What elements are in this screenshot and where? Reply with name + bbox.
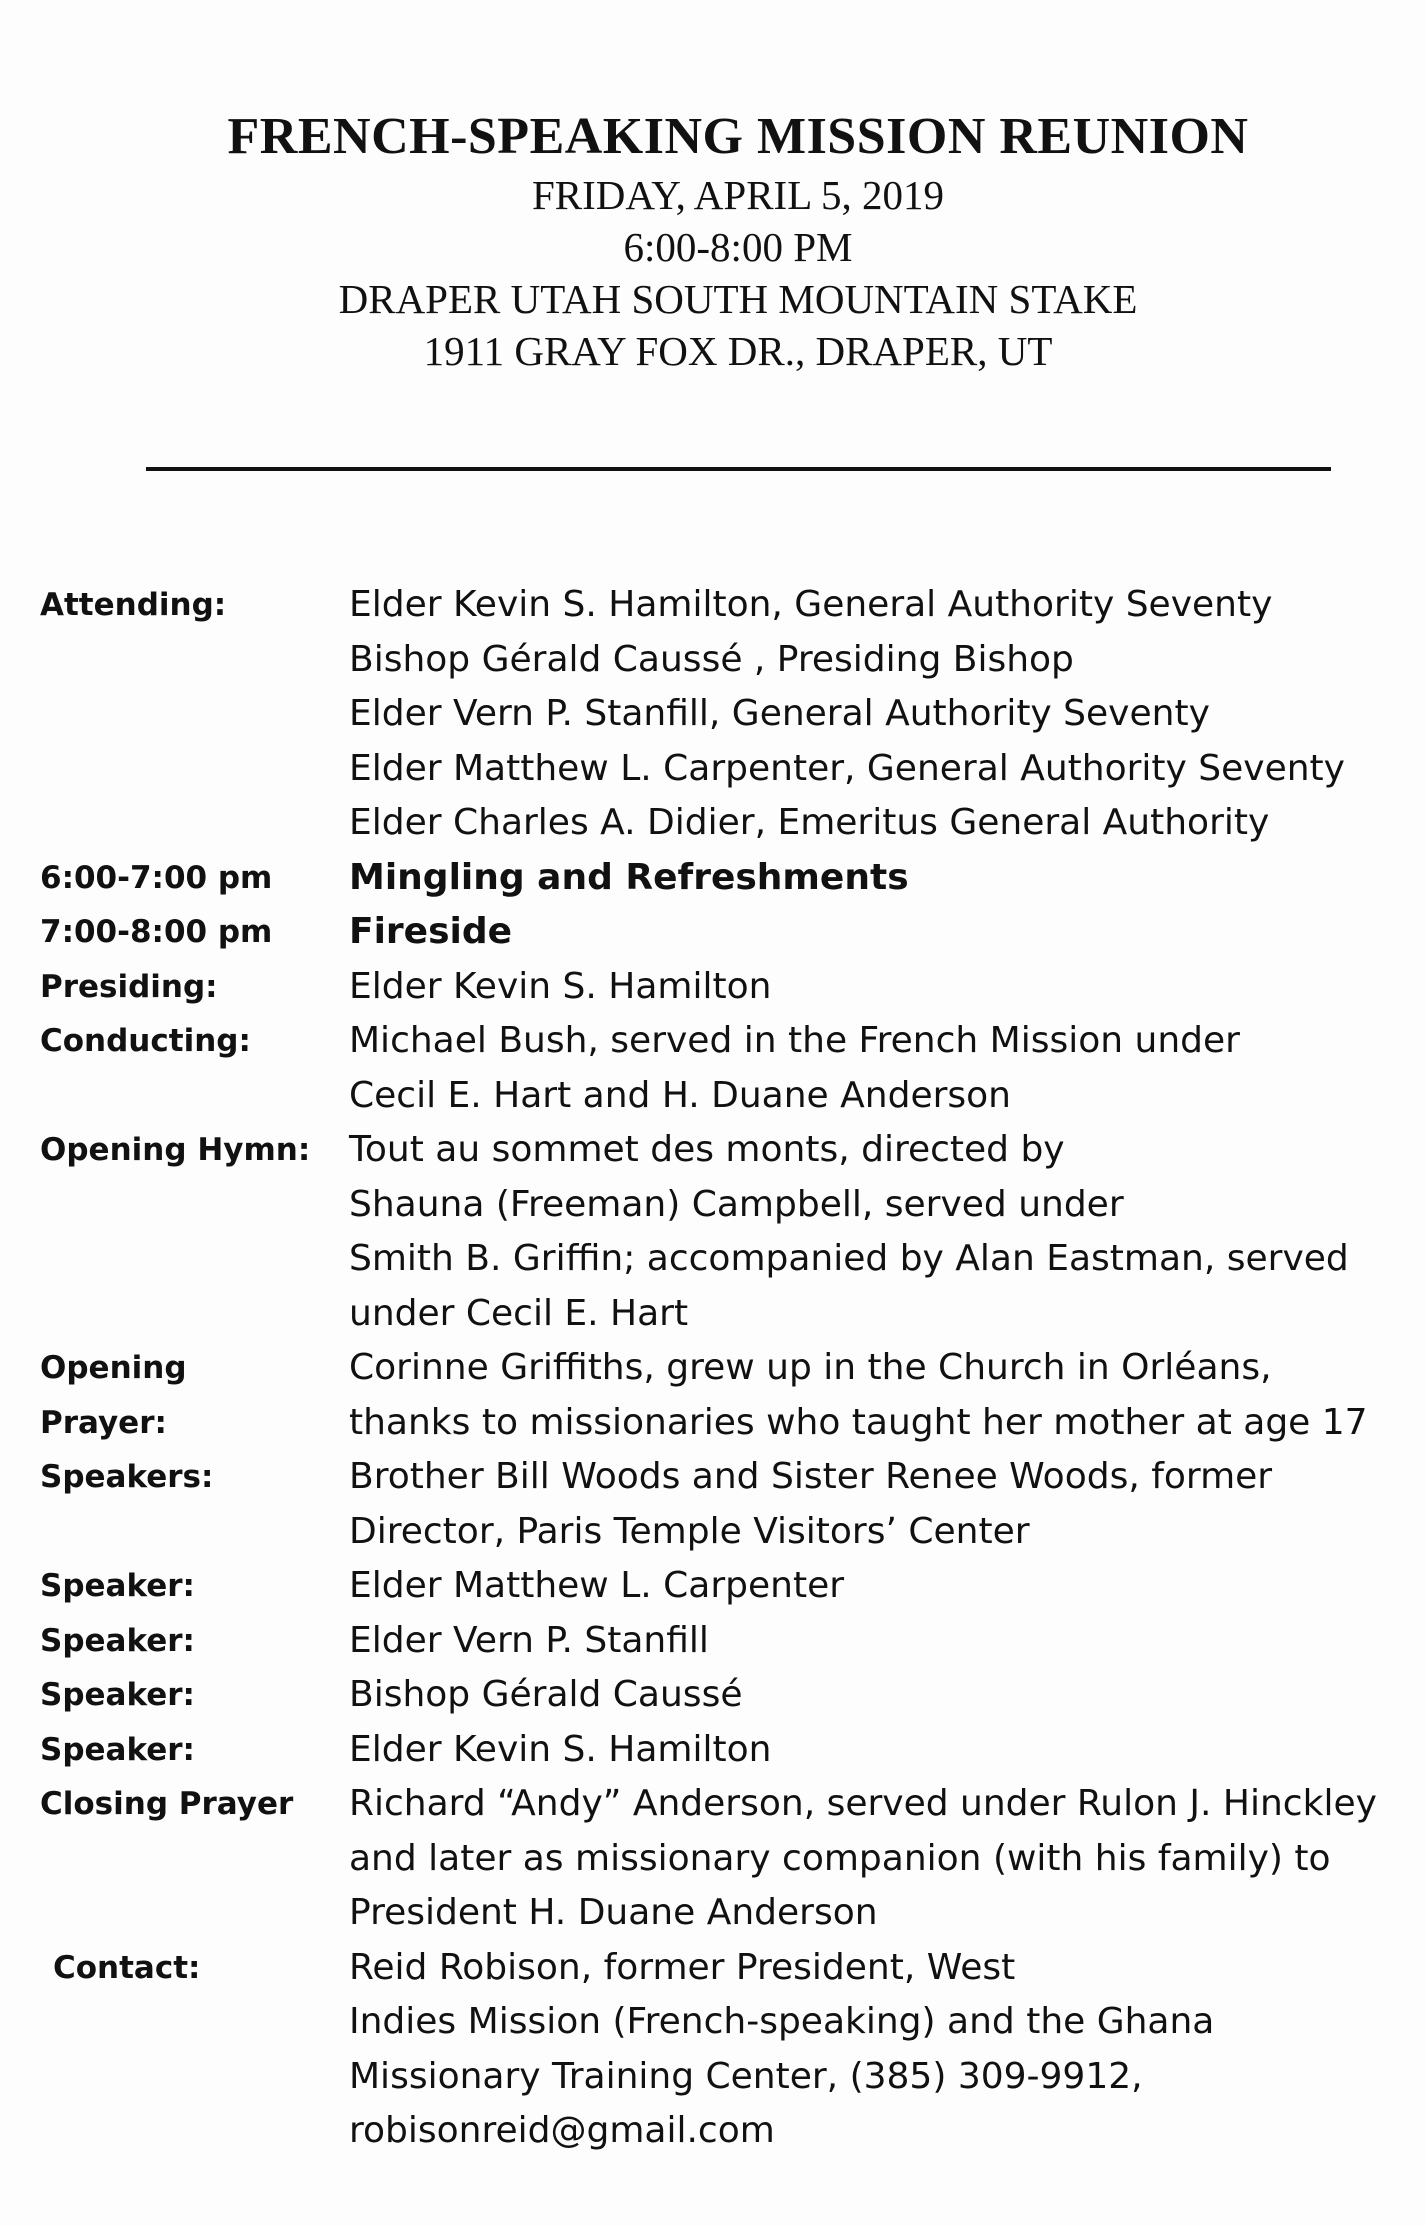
attendee-line: Elder Charles A. Didier, Emeritus General Authority (349, 802, 1270, 843)
prayer-line: thanks to missionaries who taught her mother at age 17 (349, 1401, 1368, 1443)
prayer-line: Corinne Griffiths, grew up in the Church in Orléans, (349, 1347, 1272, 1388)
program-row-opening-hymn (0, 1123, 1426, 1341)
row-label: 7:00-8:00 pm (40, 914, 273, 950)
row-value (349, 1941, 1409, 2159)
conducting-line: Cecil E. Hart and H. Duane Anderson (349, 1074, 1011, 1116)
row-label: Closing Prayer (40, 1786, 294, 1822)
activity-line: Fireside (349, 911, 513, 952)
speaker-line: Bishop Gérald Caussé (349, 1674, 743, 1715)
program-row-attending (0, 578, 1426, 851)
attendee-line: Elder Matthew L. Carpenter, General Authority Seventy (349, 747, 1345, 789)
row-label: Speaker: (40, 1622, 195, 1659)
activity-line: Mingling and Refreshments (349, 856, 909, 898)
label-line: Opening (40, 1350, 187, 1386)
closing-prayer-line: Richard “Andy” Anderson, served under Rulon J. Hinckley (349, 1783, 1377, 1824)
program-row-speaker (0, 1668, 1426, 1723)
hymn-line: Tout au sommet des monts, directed by (349, 1129, 1065, 1170)
program-row-speaker (0, 1614, 1426, 1669)
program-row-presiding (0, 960, 1426, 1015)
row-label: Speaker: (40, 1731, 195, 1768)
row-value (349, 960, 1409, 1015)
hymn-line: Smith B. Griffin; accompanied by Alan Eastman, served (349, 1238, 1349, 1279)
row-value (349, 905, 1409, 960)
row-label: Presiding: (40, 968, 218, 1005)
row-label: Conducting: (40, 1023, 251, 1059)
closing-prayer-line: and later as missionary companion (with his family) to (349, 1837, 1331, 1879)
contact-line: Missionary Training Center, (385) 309-9912, (349, 2055, 1143, 2097)
header-divider (146, 467, 1331, 471)
event-time: 6:00-8:00 PM (623, 224, 853, 270)
row-value (349, 1341, 1409, 1450)
program-schedule (0, 578, 1426, 2159)
contact-email: robisonreid@gmail.com (349, 2110, 775, 2151)
row-value (349, 1559, 1409, 1614)
presiding-line: Elder Kevin S. Hamilton (349, 965, 772, 1007)
row-label: 6:00-7:00 pm (40, 859, 273, 896)
program-row-speaker (0, 1723, 1426, 1778)
program-row-speakers (0, 1450, 1426, 1559)
row-label: Speakers: (40, 1459, 214, 1495)
speakers-line: Brother Bill Woods and Sister Renee Woods, former (349, 1456, 1273, 1497)
closing-prayer-line: President H. Duane Anderson (349, 1892, 878, 1933)
contact-line: Indies Mission (French-speaking) and the Ghana (349, 2001, 1215, 2042)
attendee-line: Elder Kevin S. Hamilton, General Authority Seventy (349, 584, 1273, 625)
speaker-line: Elder Matthew L. Carpenter (349, 1565, 845, 1606)
speaker-line: Elder Kevin S. Hamilton (349, 1728, 772, 1770)
row-label (40, 1341, 330, 1450)
speakers-line: Director, Paris Temple Visitors’ Center (349, 1510, 1030, 1552)
program-row-speaker (0, 1559, 1426, 1614)
row-value (349, 1777, 1409, 1941)
program-row-conducting (0, 1014, 1426, 1123)
speaker-line: Elder Vern P. Stanfill (349, 1619, 709, 1661)
row-value (349, 578, 1409, 851)
program-row-contact (0, 1941, 1426, 2159)
row-label: Speaker: (40, 1568, 195, 1604)
event-address: 1911 GRAY FOX DR., DRAPER, UT (423, 328, 1053, 374)
event-title: FRENCH-SPEAKING MISSION REUNION (227, 108, 1249, 165)
program-row-opening-prayer (0, 1341, 1426, 1450)
row-label: Contact: (53, 1949, 201, 1986)
row-value (349, 1723, 1409, 1778)
attendee-line: Bishop Gérald Caussé , Presiding Bishop (349, 638, 1074, 680)
row-value (349, 1614, 1409, 1669)
row-label: Speaker: (40, 1677, 195, 1713)
row-value (349, 1450, 1409, 1559)
contact-line: Reid Robison, former President, West (349, 1946, 1016, 1988)
attendee-line: Elder Vern P. Stanfill, General Authority Seventy (349, 693, 1210, 734)
label-line: Prayer: (40, 1404, 167, 1441)
event-venue: DRAPER UTAH SOUTH MOUNTAIN STAKE (338, 276, 1138, 322)
conducting-line: Michael Bush, served in the French Mission under (349, 1020, 1240, 1061)
program-row-closing-prayer (0, 1777, 1426, 1941)
row-label: Opening Hymn: (40, 1132, 311, 1168)
hymn-line: Shauna (Freeman) Campbell, served under (349, 1183, 1124, 1225)
row-value (349, 851, 1409, 906)
hymn-line: under Cecil E. Hart (349, 1292, 689, 1334)
program-row-fireside (0, 905, 1426, 960)
row-value (349, 1123, 1409, 1341)
flyer-header (0, 105, 1426, 377)
event-date: FRIDAY, APRIL 5, 2019 (531, 172, 944, 218)
row-label: Attending: (40, 587, 227, 623)
row-value (349, 1014, 1409, 1123)
row-value (349, 1668, 1409, 1723)
program-row-mingling (0, 851, 1426, 906)
